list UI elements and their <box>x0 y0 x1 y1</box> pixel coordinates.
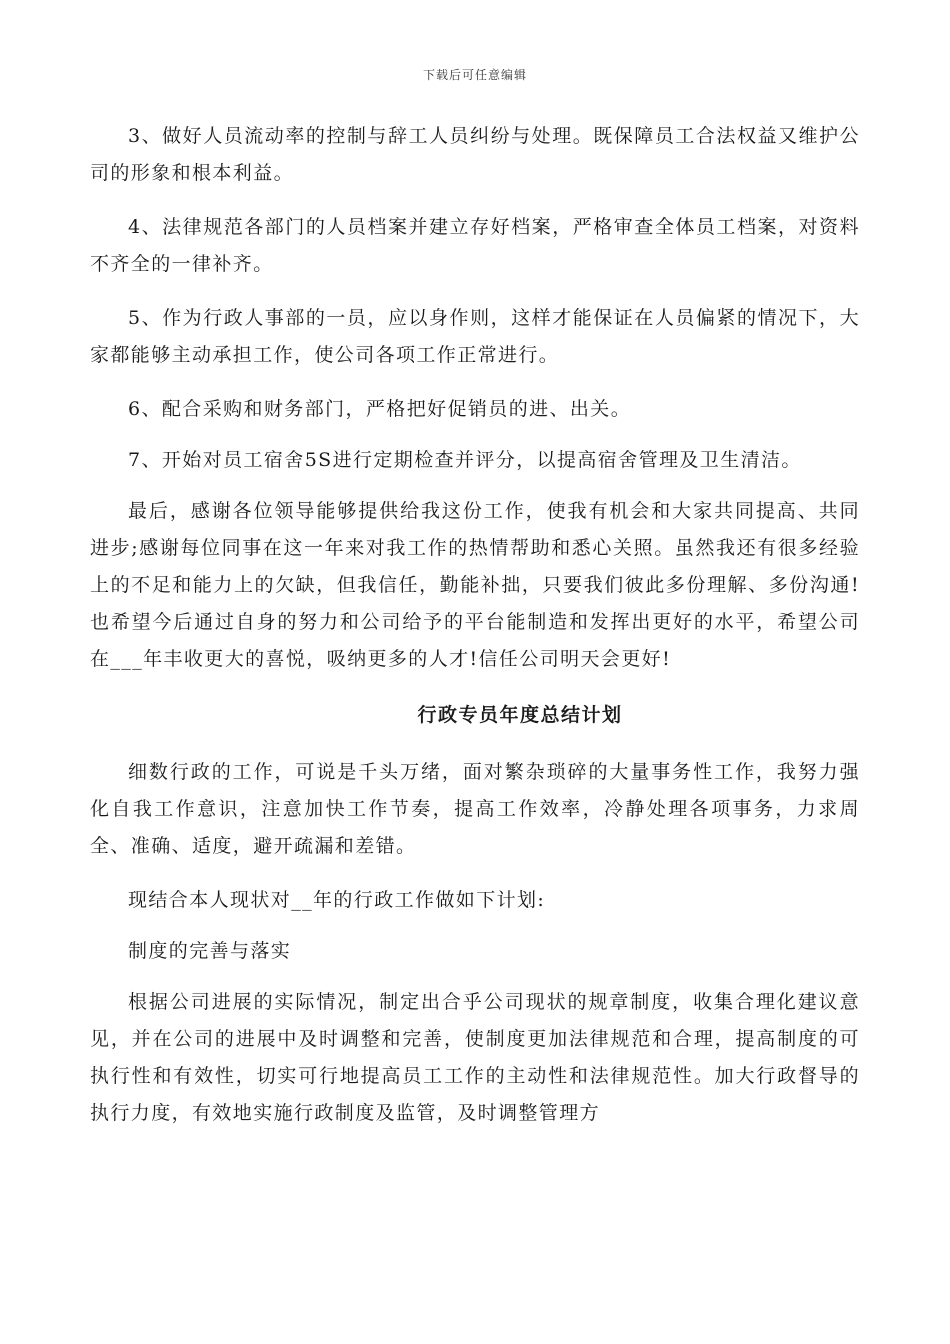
document-body <box>90 118 860 1149</box>
section-title: 行政专员年度总结计划 <box>417 704 623 726</box>
plan-statement: 现结合本人现状对__年的行政工作做如下计划: <box>128 889 546 911</box>
paragraph-item-3: 3、做好人员流动率的控制与辞工人员纠纷与处理。既保障员工合法权益又维护公司的形象和根本利益。 <box>90 125 860 184</box>
closing-paragraph: 最后，感谢各位领导能够提供给我这份工作，使我有机会和大家共同提高、共同进步;感谢每位同事在这一年来对我工作的热情帮助和悉心关照。虽然我还有很多经验上的不足和能力上的欠缺，但我信任，勤能补拙，只要我们彼此多份理解、多份沟通!也希望今后通过自身的努力和公司给予的平台能制造和发挥出更好的水平，希望公司在___年丰收更大的喜悦，吸纳更多的人才!信任公司明天会更好! <box>90 500 860 670</box>
intro-paragraph: 细数行政的工作，可说是千头万绪，面对繁杂琐碎的大量事务性工作，我努力强化自我工作意识，注意加快工作节奏，提高工作效率，冷静处理各项事务，力求周全、准确、适度，避开疏漏和差错。 <box>90 761 860 857</box>
institution-paragraph: 根据公司进展的实际情况，制定出合乎公司现状的规章制度，收集合理化建议意见，并在公司的进展中及时调整和完善，使制度更加法律规范和合理，提高制度的可执行性和有效性，切实可行地提高员工工作的主动性和法律规范性。加大行政督导的执行力度，有效地实施行政制度及监管，及时调整管理方 <box>90 991 860 1124</box>
paragraph-item-6: 6、配合采购和财务部门，严格把好促销员的进、出关。 <box>128 398 632 420</box>
paragraph-item-4: 4、法律规范各部门的人员档案并建立存好档案，严格审查全体员工档案，对资料不齐全的一律补齐。 <box>90 216 860 275</box>
subheading-institution: 制度的完善与落实 <box>128 940 292 962</box>
paragraph-item-7: 7、开始对员工宿舍5S进行定期检查并评分，以提高宿舍管理及卫生清洁。 <box>128 449 802 471</box>
paragraph-item-5: 5、作为行政人事部的一员，应以身作则，这样才能保证在人员偏紧的情况下，大家都能够主动承担工作，使公司各项工作正常进行。 <box>90 307 860 366</box>
header-note: 下载后可任意编辑 <box>422 68 527 82</box>
